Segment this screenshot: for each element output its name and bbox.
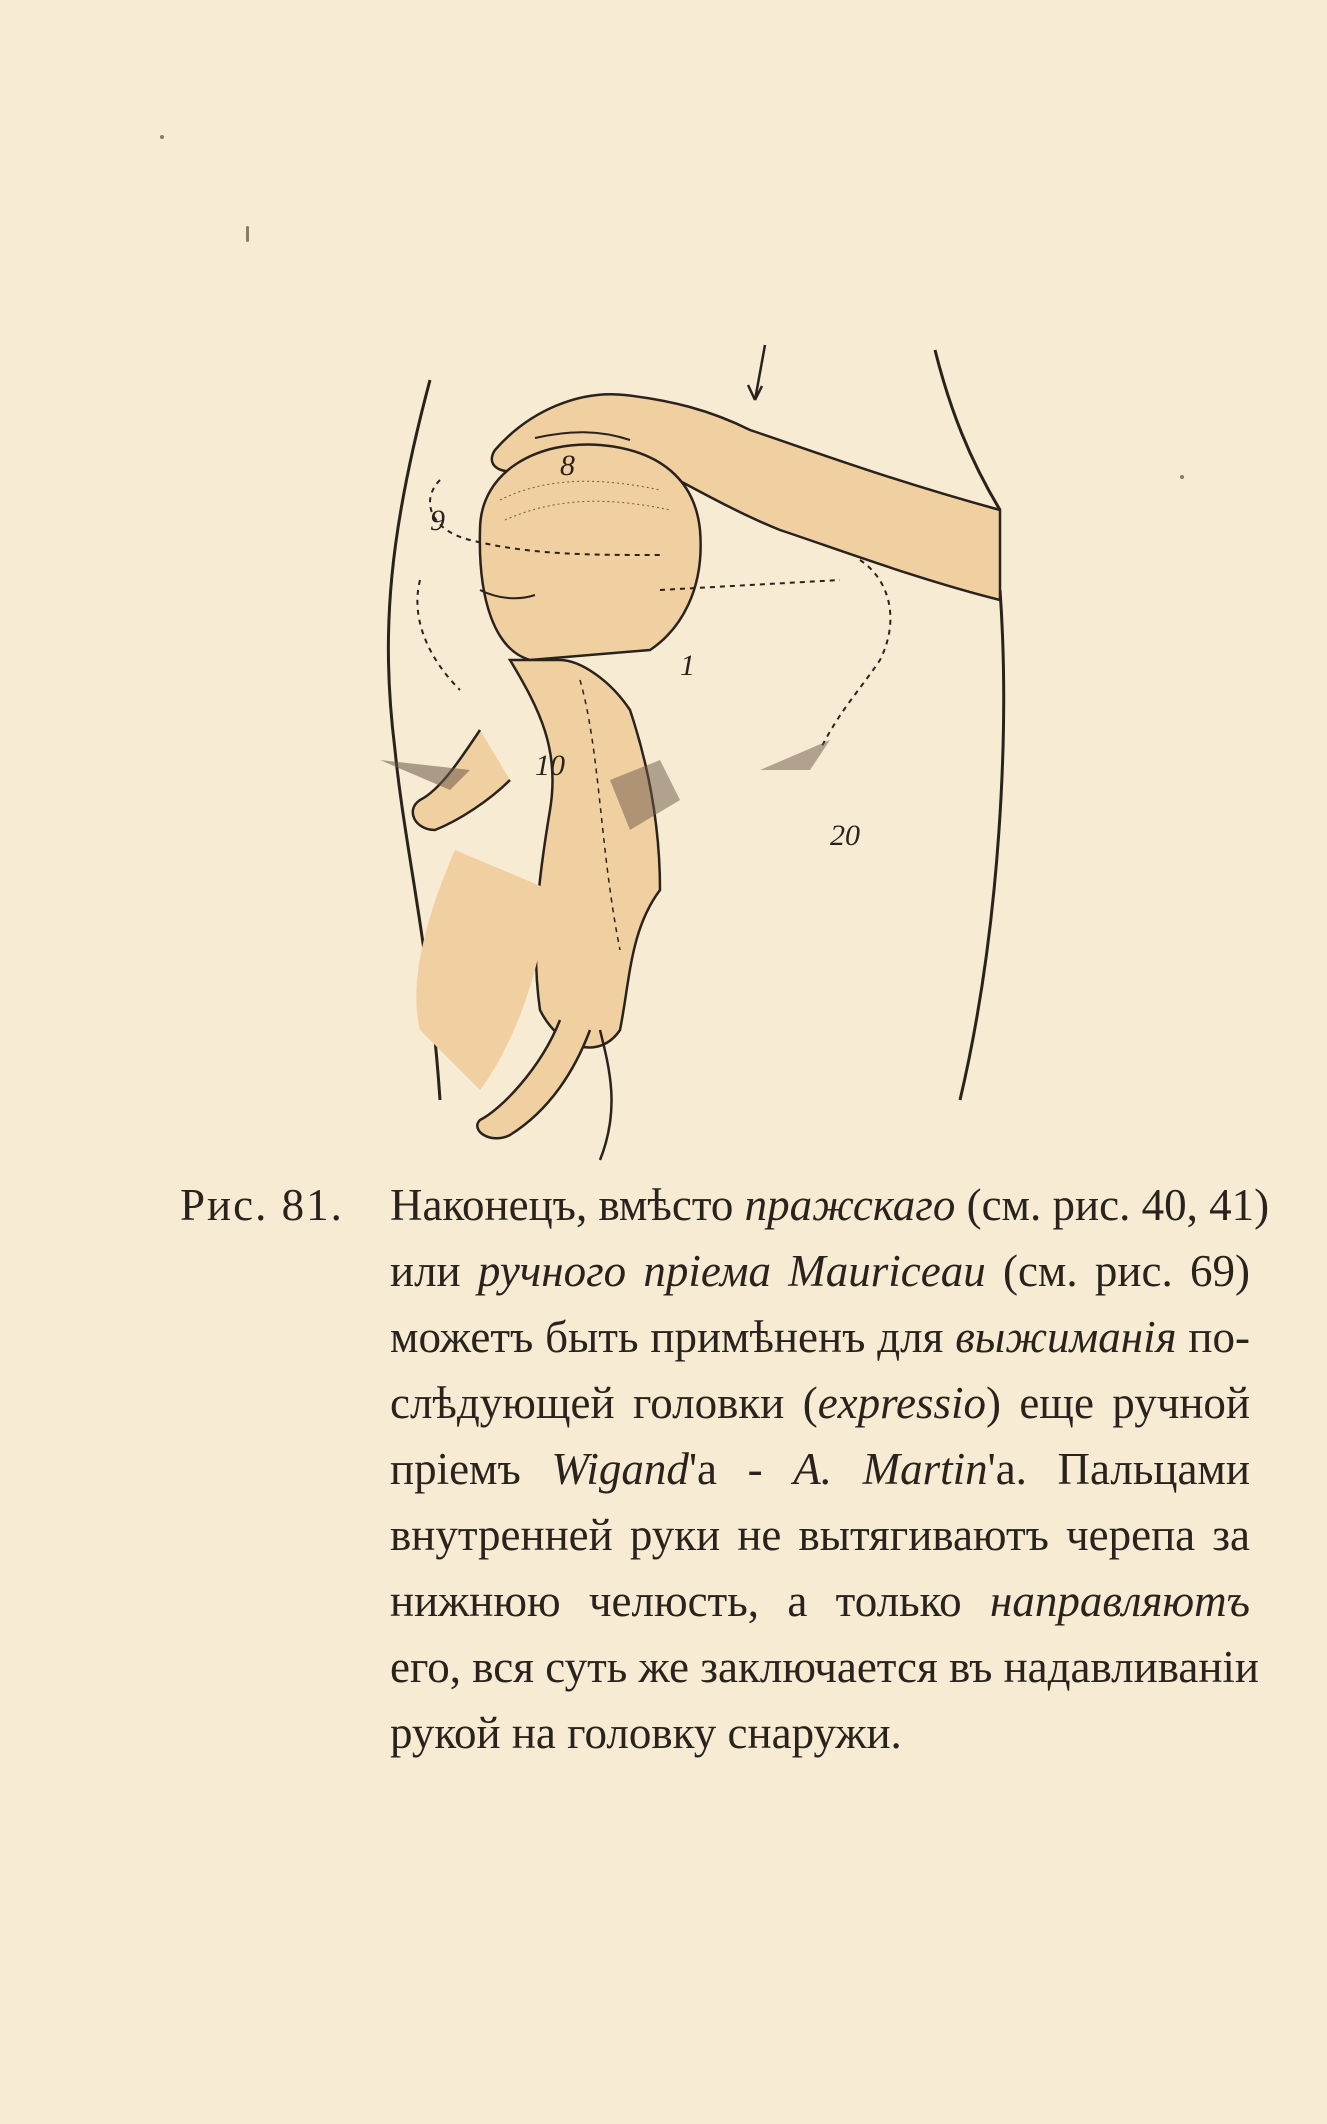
caption-text (390, 1172, 1270, 1766)
caption-line (390, 1502, 1250, 1568)
paper-mark (246, 226, 249, 242)
caption-run: нижнюю челюсть, а только (390, 1576, 991, 1626)
caption-run: Наконецъ, вмѣсто (390, 1180, 745, 1230)
paper-speck (160, 135, 164, 139)
caption-run: рукой на головку снаружи. (390, 1708, 902, 1758)
body-outline-right (960, 590, 1004, 1100)
caption-run: 'а. Пальцами (987, 1444, 1250, 1494)
figure-label-9: 9 (430, 504, 445, 537)
pelvis-dashed-2 (417, 580, 460, 690)
caption-line (390, 1568, 1250, 1634)
figure-label-8: 8 (560, 449, 575, 482)
hatch-right-2 (760, 740, 830, 770)
caption-run: или (390, 1246, 478, 1296)
caption-line (390, 1436, 1250, 1502)
caption-italic-run: Wigand (551, 1444, 689, 1494)
caption-italic-run: A. Martin (793, 1444, 988, 1494)
pelvis-dashed-3 (820, 560, 890, 750)
figure-number: Рис. 81. (180, 1180, 344, 1230)
caption-run: ) еще ручной (985, 1378, 1250, 1428)
paper-speck (1180, 475, 1184, 479)
caption-line (390, 1700, 1250, 1766)
illustration-svg (360, 330, 1020, 1180)
caption-italic-run: выжиманія (955, 1312, 1177, 1362)
obstetric-illustration (360, 330, 1020, 1180)
caption-run: пріемъ (390, 1444, 552, 1494)
caption-line (390, 1172, 1270, 1238)
caption-run: слѣдующей головки ( (390, 1378, 818, 1428)
caption-run: 'а - (688, 1444, 794, 1494)
caption-run: (см. рис. 69) (985, 1246, 1250, 1296)
caption-italic-run: направляютъ (990, 1576, 1250, 1626)
caption-run: (см. рис. 40, 41) (955, 1180, 1270, 1230)
fetal-leg-2 (600, 1030, 612, 1160)
caption-run: можетъ быть примѣненъ для (390, 1312, 956, 1362)
caption-run: по- (1176, 1312, 1250, 1362)
caption-italic-run: ручного пріема Mauriceau (477, 1246, 986, 1296)
figure-label-10: 10 (535, 749, 565, 782)
figure-label-20: 20 (830, 819, 860, 852)
caption-run: его, вся суть же заключается въ надавливаніи (390, 1642, 1259, 1692)
arrow-head (748, 385, 762, 400)
fetal-head (480, 444, 701, 660)
caption-line (390, 1304, 1250, 1370)
body-outline-right-top (935, 350, 1000, 510)
caption-line (390, 1634, 1259, 1700)
caption-line (390, 1238, 1250, 1304)
fetal-body (510, 660, 660, 1047)
caption-line (390, 1370, 1250, 1436)
caption-italic-run: expressio (817, 1378, 986, 1428)
caption-italic-run: пражскаго (744, 1180, 956, 1230)
caption-run: внутренней руки не вытягиваютъ черепа за (390, 1510, 1250, 1560)
figure-label-1: 1 (680, 649, 695, 682)
